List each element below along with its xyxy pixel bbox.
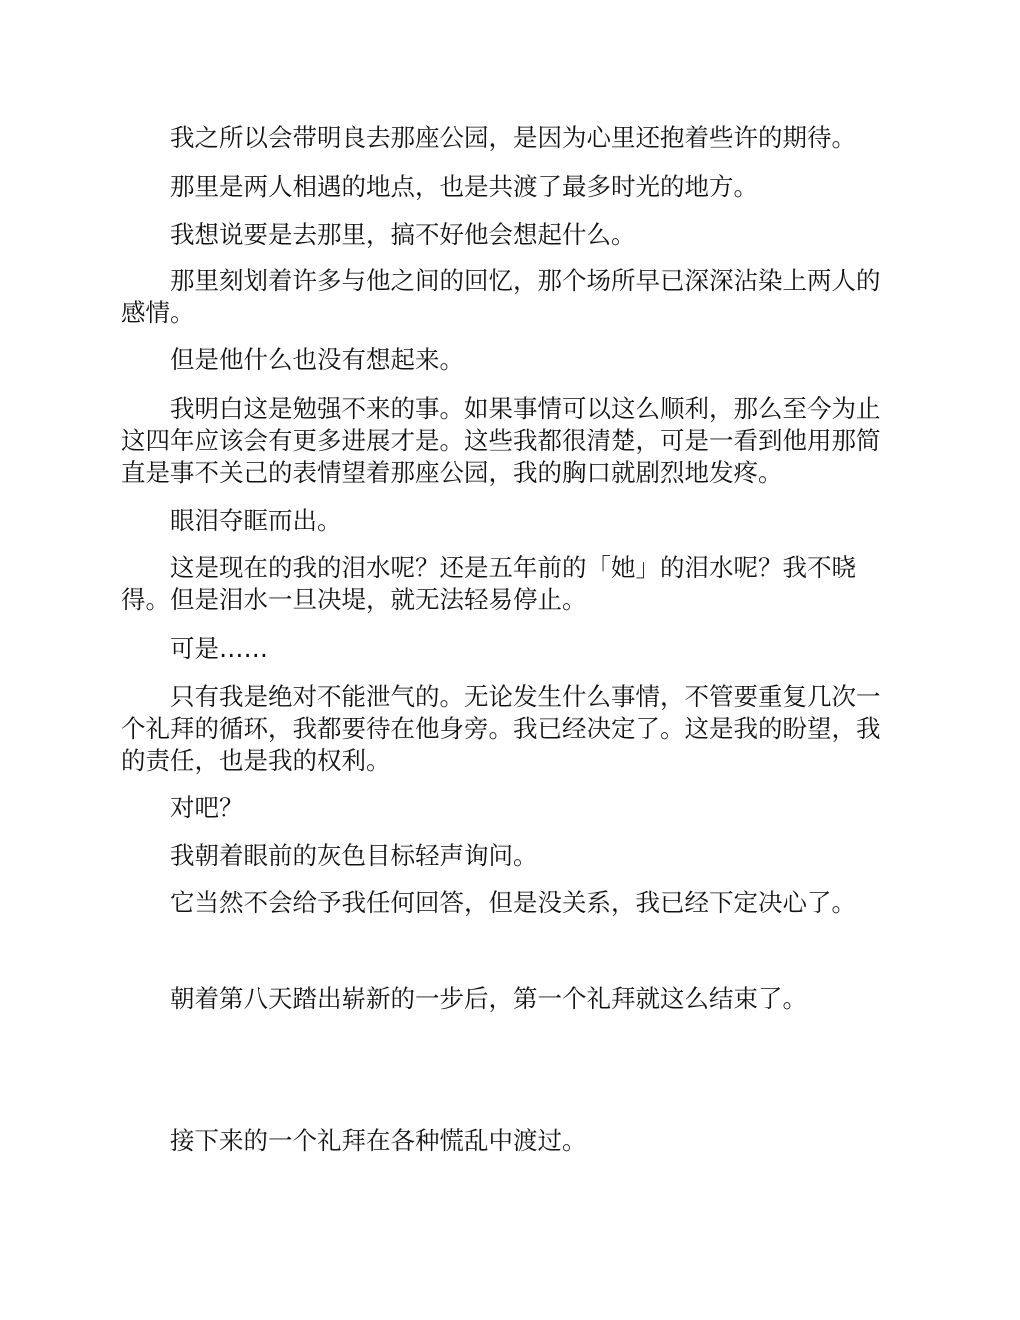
paragraph-14: 朝着第八天踏出崭新的一步后，第一个礼拜就这么结束了。: [170, 984, 807, 1013]
paragraph-8: 这是现在的我的泪水呢？还是五年前的「她」的泪水呢？我不晓得。但是泪水一旦决堤，就无法轻易停止。: [121, 553, 856, 614]
paragraph-1: 我之所以会带明良去那座公园，是因为心里还抱着些许的期待。: [170, 123, 856, 152]
paragraph-13: 它当然不会给予我任何回答，但是没关系，我已经下定决心了。: [170, 888, 856, 917]
paragraph-15: 接下来的一个礼拜在各种慌乱中渡过。: [170, 1126, 587, 1155]
paragraph-10: 只有我是绝对不能泄气的。无论发生什么事情，不管要重复几次一个礼拜的循环，我都要待在他身旁。我已经决定了。这是我的盼望，我的责任，也是我的权利。: [121, 682, 881, 775]
paragraph-3: 我想说要是去那里，搞不好他会想起什么。: [170, 220, 636, 249]
paragraph-4: 那里刻划着许多与他之间的回忆，那个场所早已深深沾染上两人的感情。: [121, 266, 881, 327]
paragraph-9: 可是……: [170, 634, 268, 663]
paragraph-7: 眼泪夺眶而出。: [170, 506, 342, 535]
paragraph-12: 我朝着眼前的灰色目标轻声询问。: [170, 841, 538, 870]
paragraph-11: 对吧？: [170, 793, 244, 822]
paragraph-6: 我明白这是勉强不来的事。如果事情可以这么顺利，那么至今为止这四年应该会有更多进展才是。这些我都很清楚，可是一看到他用那简直是事不关己的表情望着那座公园，我的胸口就剧烈地发疼。: [121, 394, 881, 487]
paragraph-2: 那里是两人相遇的地点，也是共渡了最多时光的地方。: [170, 172, 758, 201]
paragraph-5: 但是他什么也没有想起来。: [170, 345, 464, 374]
